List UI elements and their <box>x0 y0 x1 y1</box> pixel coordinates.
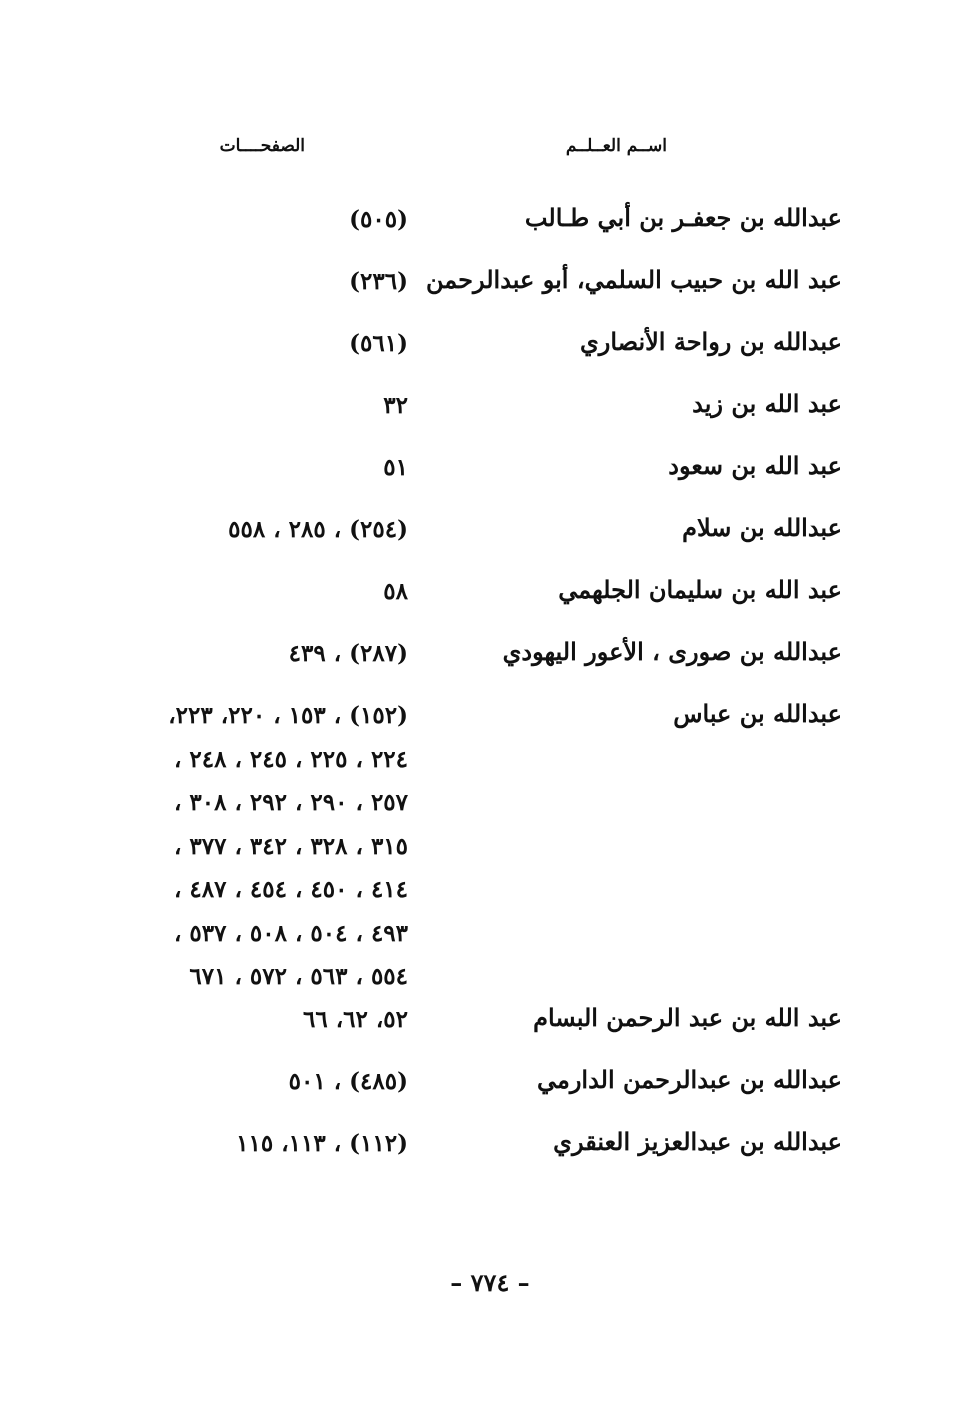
entry-pages-line: (١٥٢) ، ١٥٣ ، ٢٢٠، ٢٢٣، <box>168 702 408 729</box>
entry-pages-line: (٢٥٤) ، ٢٨٥ ، ٥٥٨ <box>228 516 408 543</box>
index-entry <box>0 694 980 998</box>
entry-pages-line: ٤٩٣ ، ٥٠٤ ، ٥٠٨ ، ٥٣٧ ، <box>173 919 408 947</box>
entry-pages <box>118 384 408 428</box>
index-entries <box>0 198 980 1184</box>
entry-pages-line: ٥٨ <box>383 578 408 605</box>
entry-name: عبدالله بن عبدالرحمن الدارمي <box>536 1065 842 1094</box>
entry-pages-line: ٤١٤ ، ٤٥٠ ، ٤٥٤ ، ٤٨٧ ، <box>173 876 408 903</box>
entry-pages-line: ٢٢٤ ، ٢٢٥ ، ٢٤٥ ، ٢٤٨ ، <box>173 745 408 773</box>
entry-name: عبد الله بن زيد <box>692 389 842 418</box>
entry-pages-line: (٢٨٧) ، ٤٣٩ <box>288 640 408 667</box>
entry-name: عبدالله بن صورى ، الأعور اليهودي <box>502 637 842 666</box>
entry-pages <box>118 1122 408 1166</box>
index-entry <box>0 570 980 632</box>
page-number: – ٧٧٤ – <box>450 1268 530 1297</box>
entry-name: عبد الله بن سليمان الجلهمي <box>558 575 842 604</box>
pages-column-header: الصفحــــات <box>219 136 305 156</box>
entry-pages-line: (٤٨٥) ، ٥٠١ <box>288 1068 408 1095</box>
index-entry <box>0 1060 980 1122</box>
entry-pages-line: (٥٠٥) <box>349 206 408 233</box>
entry-pages-line: (١١٢) ، ١١٣، ١١٥ <box>236 1130 408 1157</box>
index-entry <box>0 322 980 384</box>
entry-name: عبدالله بن رواحة الأنصاري <box>579 327 842 356</box>
entry-pages <box>118 508 408 552</box>
index-entry <box>0 260 980 322</box>
entry-name: عبد الله بن سعود <box>668 451 842 480</box>
table-header <box>0 136 980 166</box>
index-entry <box>0 446 980 508</box>
entry-pages-line: ٥٢، ٦٢، ٦٦ <box>302 1006 408 1033</box>
entry-pages <box>118 570 408 614</box>
entry-pages <box>118 1060 408 1104</box>
entry-name: عبدالله بن عبدالعزيز العنقري <box>553 1127 842 1156</box>
index-entry <box>0 1122 980 1184</box>
entry-pages <box>118 198 408 242</box>
index-entry <box>0 998 980 1060</box>
entry-name: عبدالله بن جعفـر بن أبي طـالب <box>524 203 842 232</box>
entry-pages-line: (٥٦١) <box>349 330 408 357</box>
entry-name: عبدالله بن عباس <box>673 699 842 728</box>
entry-pages-line: ٥١ <box>383 454 408 481</box>
entry-pages <box>118 998 408 1042</box>
entry-name: عبد الله بن حبيب السلمي، أبو عبدالرحمن <box>426 265 842 294</box>
entry-name: عبدالله بن سلام <box>682 513 842 542</box>
entry-pages-line: ٥٥٤ ، ٥٦٣ ، ٥٧٢ ، ٦٧١ <box>189 963 408 990</box>
entry-pages <box>118 632 408 676</box>
entry-pages-line: (٢٣٦) <box>349 268 408 295</box>
entry-pages <box>118 260 408 304</box>
entry-pages <box>118 694 408 999</box>
entry-pages <box>118 446 408 490</box>
entry-name: عبد الله بن عبد الرحمن البسام <box>533 1003 842 1032</box>
entry-pages <box>118 322 408 366</box>
entry-pages-line: ٣٢ <box>383 392 408 419</box>
index-entry <box>0 508 980 570</box>
index-entry <box>0 632 980 694</box>
name-column-header: اســم العــلــم <box>565 136 667 156</box>
entry-pages-line: ٢٥٧ ، ٢٩٠ ، ٢٩٢ ، ٣٠٨ ، <box>173 789 408 816</box>
index-entry <box>0 384 980 446</box>
entry-pages-line: ٣١٥ ، ٣٢٨ ، ٣٤٢ ، ٣٧٧ ، <box>173 832 408 860</box>
index-entry <box>0 198 980 260</box>
